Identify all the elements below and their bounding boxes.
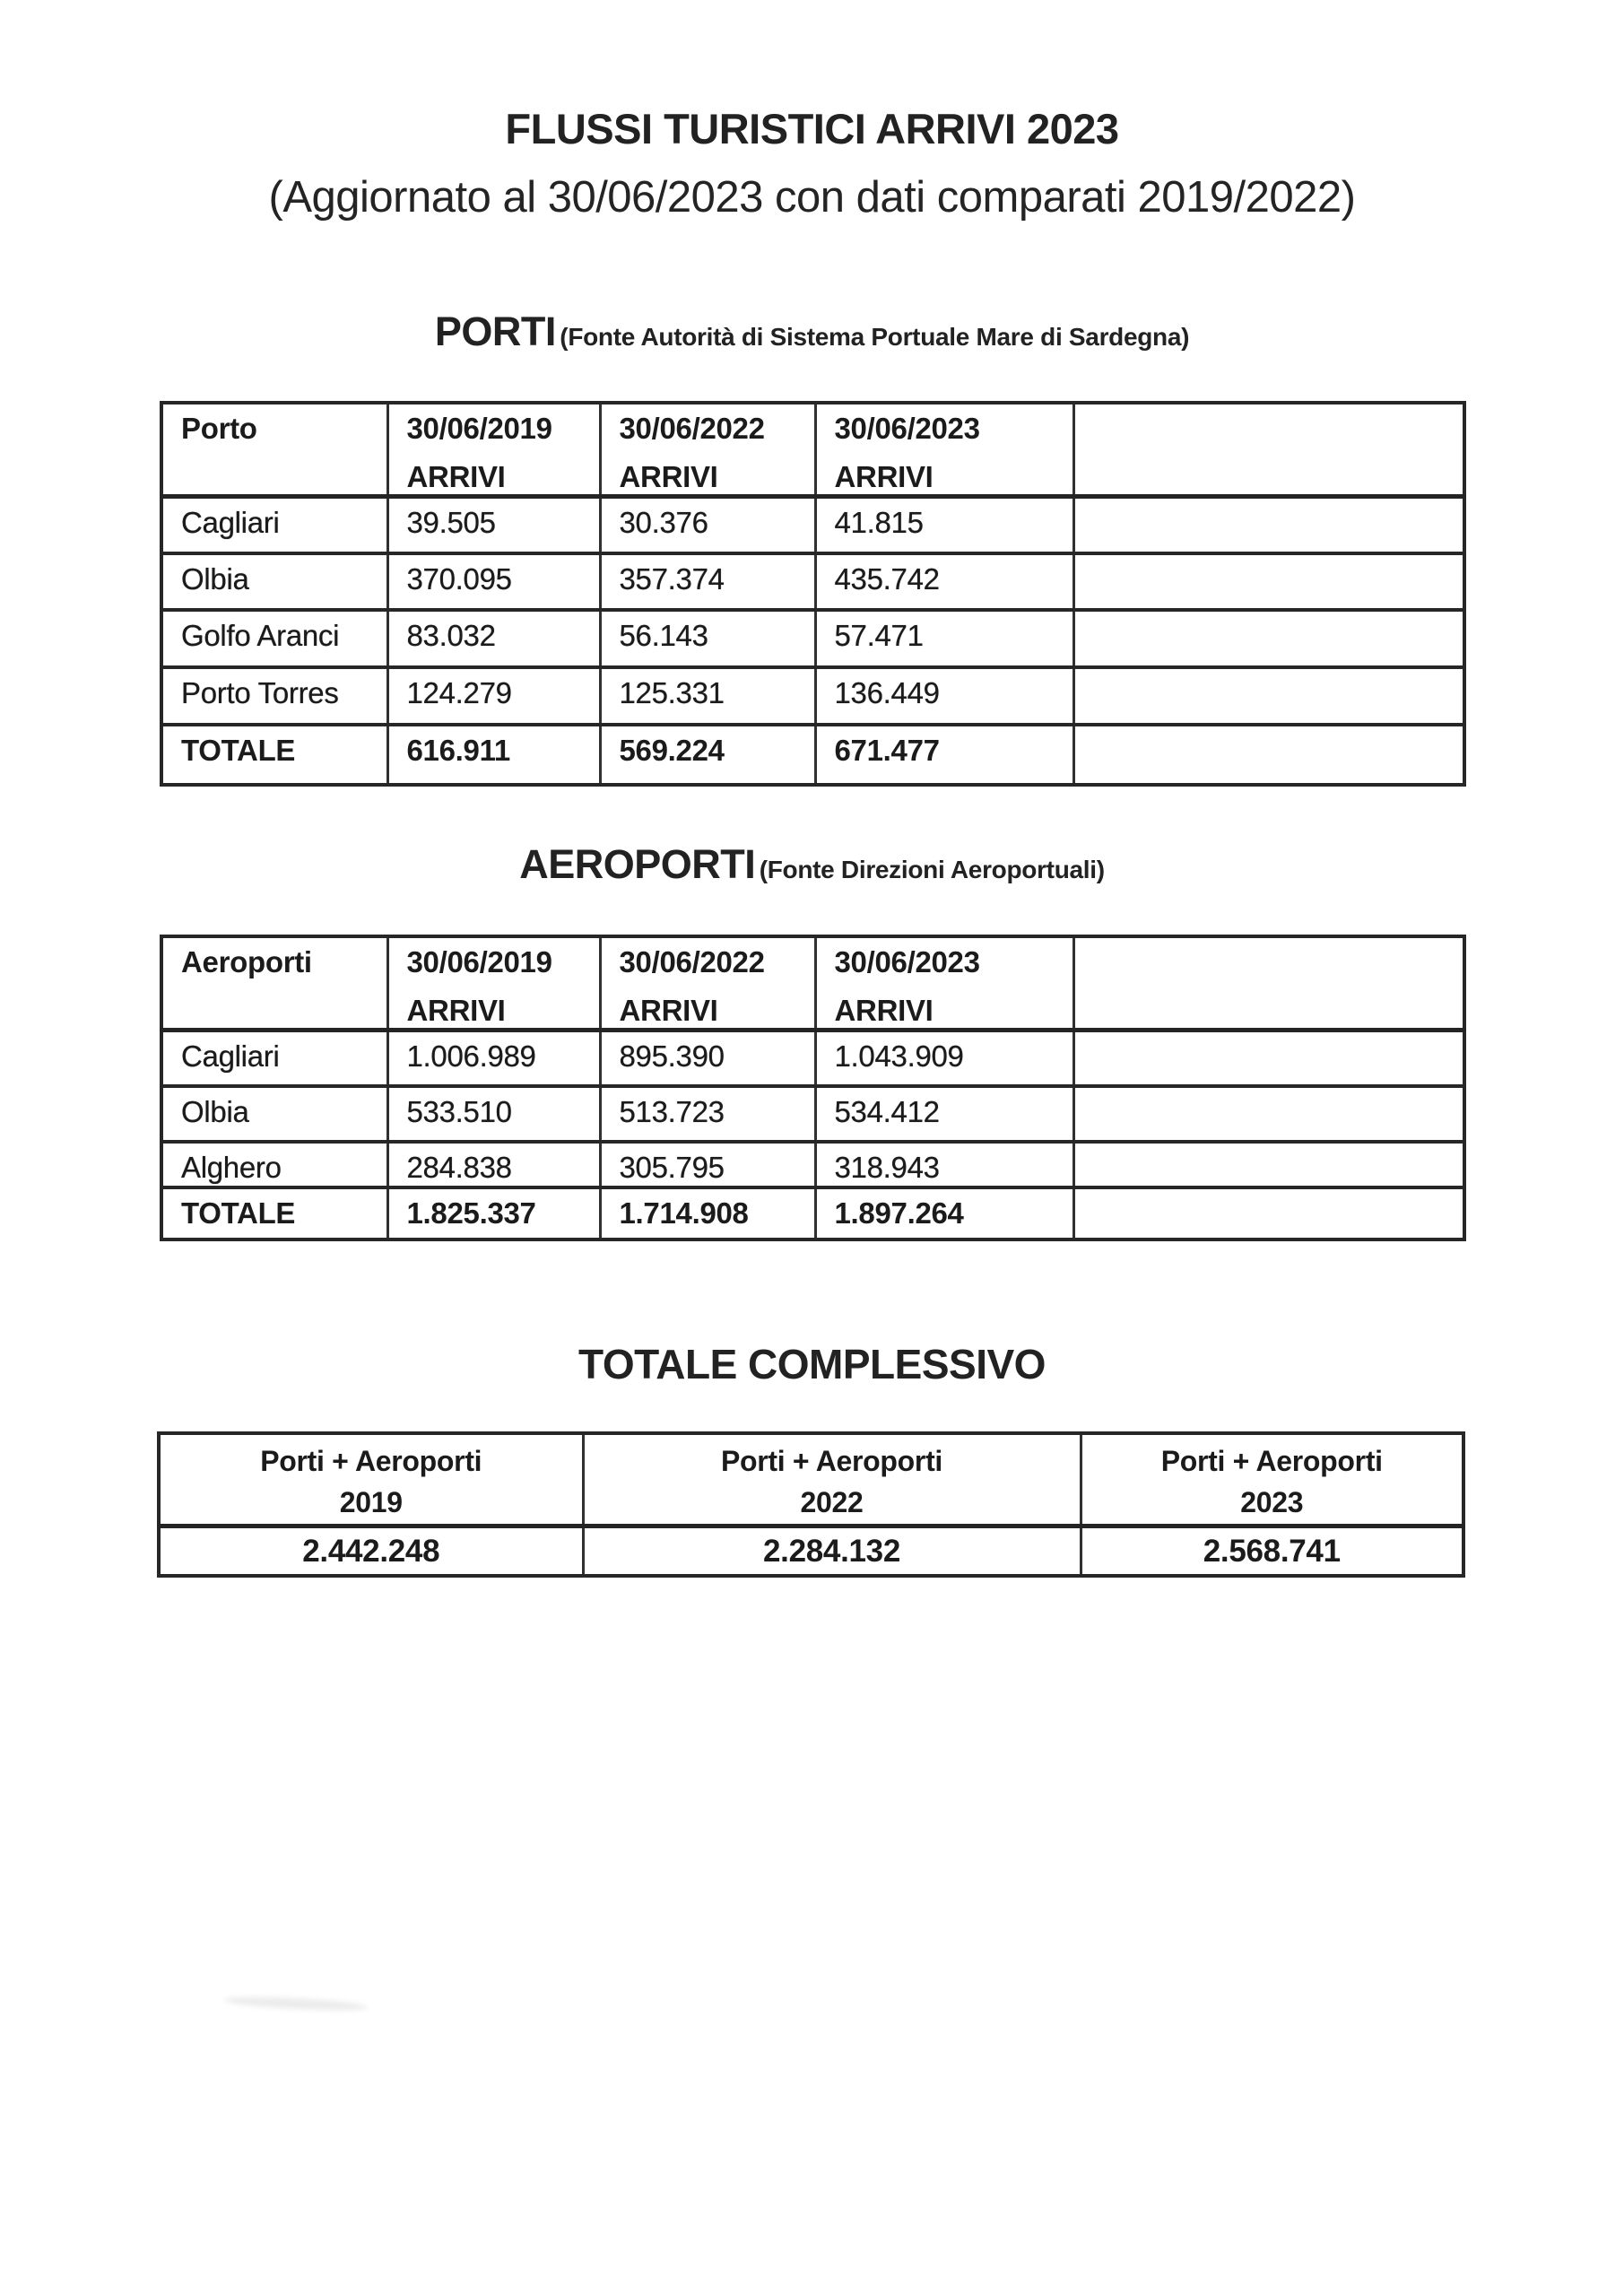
total-value-cell: 1.825.337 [387, 1187, 600, 1239]
table-row [161, 667, 1464, 725]
total-label: TOTALE [161, 1187, 387, 1239]
totale-table-value-row [159, 1526, 1463, 1576]
row-label: Olbia [161, 553, 387, 610]
porti-col-header-2019 [387, 403, 600, 497]
aeroporti-table-header-row [161, 936, 1464, 1031]
header-date-2022: 30/06/2022 [619, 945, 765, 978]
value-cell: 1.006.989 [387, 1031, 600, 1086]
porti-col-header-porto: Porto [161, 403, 387, 497]
value-cell: 56.143 [600, 610, 815, 667]
header-sub-2023: ARRIVI [834, 994, 934, 1027]
header-date-2023: 30/06/2023 [834, 412, 980, 445]
totale-value-2023: 2.568.741 [1081, 1526, 1463, 1576]
empty-cell [1073, 497, 1464, 553]
value-cell: 124.279 [387, 667, 600, 725]
header-sub-2019: ARRIVI [406, 460, 506, 493]
value-cell: 136.449 [815, 667, 1073, 725]
porti-col-header-2023 [815, 403, 1073, 497]
totale-table-header-row [159, 1433, 1463, 1526]
table-row [161, 497, 1464, 553]
totale-complessivo-table [157, 1431, 1465, 1578]
aeroporti-col-header-2019 [387, 936, 600, 1031]
table-row [161, 1031, 1464, 1086]
value-cell: 305.795 [600, 1142, 815, 1187]
header-date-2019: 30/06/2019 [406, 945, 552, 978]
total-value-cell: 1.714.908 [600, 1187, 815, 1239]
row-label: Cagliari [161, 1031, 387, 1086]
totale-header-line1: Porti + Aeroporti [260, 1445, 482, 1477]
totale-header-line1: Porti + Aeroporti [1160, 1445, 1383, 1477]
porti-heading-text: PORTI [434, 309, 556, 354]
totale-value-2019: 2.442.248 [159, 1526, 583, 1576]
totale-header-year: 2022 [800, 1486, 864, 1519]
aeroporti-col-header-empty [1073, 936, 1464, 1031]
empty-cell [1073, 610, 1464, 667]
porti-table [160, 401, 1466, 787]
aeroporti-section-heading [0, 841, 1624, 888]
totale-header-line1: Porti + Aeroporti [720, 1445, 943, 1477]
value-cell: 57.471 [815, 610, 1073, 667]
empty-cell [1073, 725, 1464, 785]
porti-col-header-2022 [600, 403, 815, 497]
table-row [161, 553, 1464, 610]
total-value-cell: 569.224 [600, 725, 815, 785]
aeroporti-col-header-2022 [600, 936, 815, 1031]
total-row [161, 1187, 1464, 1239]
scan-artifact-smudge [224, 1995, 368, 2013]
value-cell: 41.815 [815, 497, 1073, 553]
totale-col-header-2022 [583, 1433, 1081, 1526]
porti-source-note: (Fonte Autorità di Sistema Portuale Mare di Sardegna) [560, 323, 1190, 351]
value-cell: 435.742 [815, 553, 1073, 610]
total-value-cell: 1.897.264 [815, 1187, 1073, 1239]
empty-cell [1073, 1142, 1464, 1187]
empty-cell [1073, 1031, 1464, 1086]
totale-complessivo-heading: TOTALE COMPLESSIVO [578, 1341, 1046, 1387]
aeroporti-col-header-aeroporti: Aeroporti [161, 936, 387, 1031]
value-cell: 284.838 [387, 1142, 600, 1187]
aeroporti-heading-text: AEROPORTI [519, 841, 756, 887]
totale-header-year: 2019 [339, 1486, 403, 1519]
row-label: Golfo Aranci [161, 610, 387, 667]
porti-section-heading [0, 309, 1624, 355]
aeroporti-col-header-2023 [815, 936, 1073, 1031]
header-sub-2022: ARRIVI [619, 460, 718, 493]
value-cell: 83.032 [387, 610, 600, 667]
header-sub-2022: ARRIVI [619, 994, 718, 1027]
totale-header-year: 2023 [1240, 1486, 1304, 1519]
value-cell: 357.374 [600, 553, 815, 610]
empty-cell [1073, 1086, 1464, 1142]
total-row [161, 725, 1464, 785]
porti-col-header-empty [1073, 403, 1464, 497]
value-cell: 533.510 [387, 1086, 600, 1142]
header-date-2022: 30/06/2022 [619, 412, 765, 445]
value-cell: 513.723 [600, 1086, 815, 1142]
header-sub-2019: ARRIVI [406, 994, 506, 1027]
row-label: Alghero [161, 1142, 387, 1187]
table-row [161, 610, 1464, 667]
row-label: Porto Torres [161, 667, 387, 725]
totale-value-2022: 2.284.132 [583, 1526, 1081, 1576]
row-label: Cagliari [161, 497, 387, 553]
header-sub-2023: ARRIVI [834, 460, 934, 493]
aeroporti-source-note: (Fonte Direzioni Aeroportuali) [759, 856, 1105, 883]
table-row [161, 1086, 1464, 1142]
row-label: Olbia [161, 1086, 387, 1142]
total-label: TOTALE [161, 725, 387, 785]
total-value-cell: 671.477 [815, 725, 1073, 785]
value-cell: 1.043.909 [815, 1031, 1073, 1086]
totale-col-header-2023 [1081, 1433, 1463, 1526]
empty-cell [1073, 1187, 1464, 1239]
document-subtitle: (Aggiornato al 30/06/2023 con dati comparati 2019/2022) [268, 173, 1356, 222]
totale-col-header-2019 [159, 1433, 583, 1526]
value-cell: 30.376 [600, 497, 815, 553]
document-title: FLUSSI TURISTICI ARRIVI 2023 [505, 105, 1119, 152]
aeroporti-table [160, 935, 1466, 1241]
empty-cell [1073, 553, 1464, 610]
value-cell: 125.331 [600, 667, 815, 725]
value-cell: 534.412 [815, 1086, 1073, 1142]
porti-table-header-row [161, 403, 1464, 497]
value-cell: 318.943 [815, 1142, 1073, 1187]
empty-cell [1073, 667, 1464, 725]
header-date-2023: 30/06/2023 [834, 945, 980, 978]
table-row [161, 1142, 1464, 1187]
value-cell: 895.390 [600, 1031, 815, 1086]
value-cell: 370.095 [387, 553, 600, 610]
header-date-2019: 30/06/2019 [406, 412, 552, 445]
value-cell: 39.505 [387, 497, 600, 553]
total-value-cell: 616.911 [387, 725, 600, 785]
